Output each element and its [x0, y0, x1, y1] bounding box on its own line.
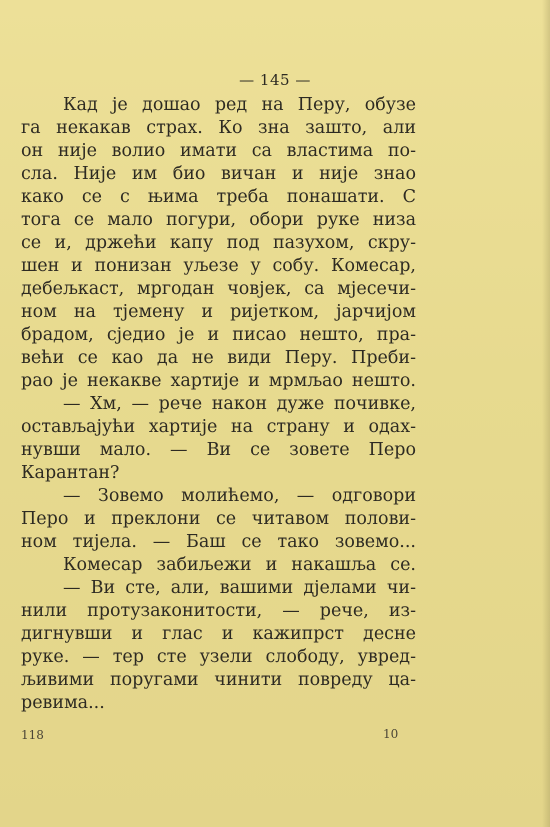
text-line: га некакав страх. Ко зна зашто, али — [21, 118, 416, 138]
text-line: нили протузаконитости, — рече, из- — [21, 601, 416, 621]
text-line: — Зовемо молићемо, — одговори — [63, 486, 416, 506]
text-line: дебељкаст, мргодан човјек, са мјесечи- — [21, 279, 416, 299]
text-line: остављајући хартије на страну и одах- — [21, 417, 416, 437]
text-line: ревима... — [21, 693, 105, 713]
text-line: нувши мало. — Ви се зовете Перо — [21, 440, 416, 460]
body-text — [21, 94, 416, 715]
text-line: шен и понизан уљезе у собу. Комесар, — [21, 256, 416, 276]
text-line: руке. — тер сте узели слободу, увред- — [21, 647, 416, 667]
text-line: Кад је дошао ред на Перу, обузе — [63, 95, 416, 115]
text-line: љивими поругами чинити повреду ца- — [21, 670, 416, 690]
footer-signature-mark: 118 — [21, 728, 44, 742]
text-line: ном на тјемену и ријетком, јарчијом — [21, 302, 416, 322]
text-line: како се с њима треба понашати. С — [21, 187, 416, 207]
text-line: брадом, сједио је и писао нешто, пра- — [21, 325, 416, 345]
text-line: ном тијела. — Баш се тако зовемо... — [21, 532, 416, 552]
page-edge-shadow — [542, 0, 550, 827]
text-line: — Хм, — рече након дуже почивке, — [63, 394, 416, 414]
text-line: већи се као да не види Перу. Преби- — [21, 348, 416, 368]
text-line: тога се мало погури, обори руке низа — [21, 210, 416, 230]
page-number: — 145 — — [239, 71, 311, 89]
text-line: дигнувши и глас и кажипрст десне — [21, 624, 416, 644]
text-line: се и, држећи капу под пазухом, скру- — [21, 233, 416, 253]
text-line: рао је некакве хартије и мрмљао нешто. — [21, 371, 416, 391]
text-line: Перо и преклони се читавом полови- — [21, 509, 416, 529]
text-line: Комесар забиљежи и накашља се. — [63, 555, 416, 575]
footer-sheet-number: 10 — [383, 727, 399, 741]
text-line: — Ви сте, али, вашими дјелами чи- — [63, 578, 416, 598]
text-line: Карантан? — [21, 463, 120, 483]
text-line: он није волио имати са властима по- — [21, 141, 416, 161]
text-line: сла. Није им био вичан и није знао — [21, 164, 416, 184]
